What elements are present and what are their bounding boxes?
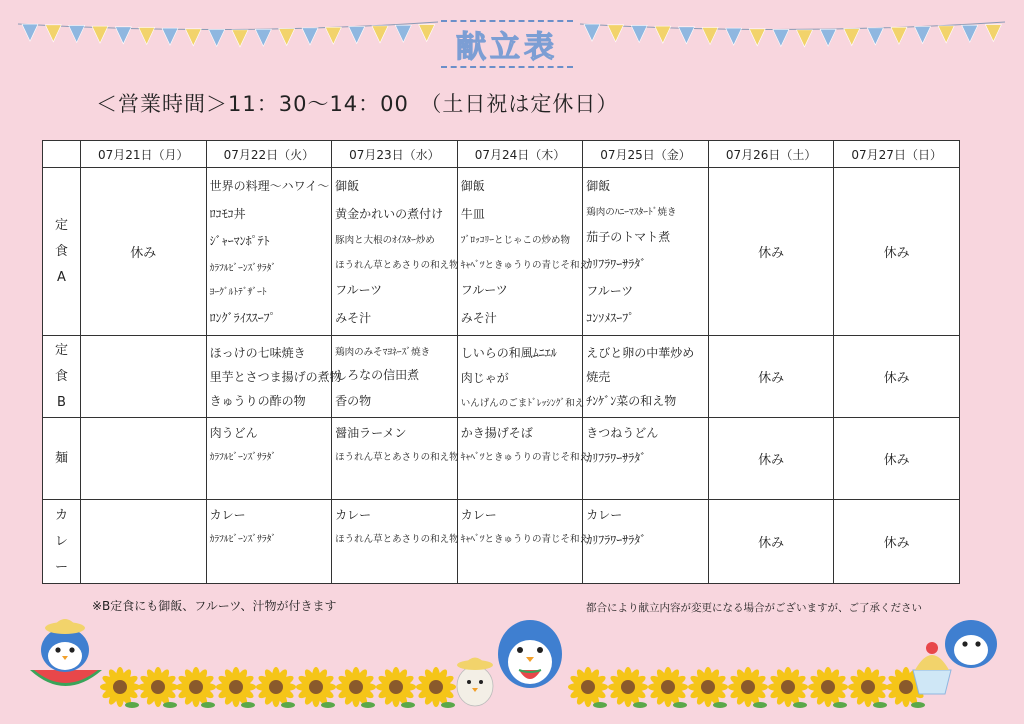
bunting-flag bbox=[22, 24, 38, 41]
bunting-right bbox=[580, 18, 1005, 58]
dish-item: みそ汁 bbox=[460, 310, 497, 325]
dish-item: ｶﾘﾌﾗﾜｰｻﾗﾀﾞ bbox=[586, 451, 647, 465]
cell-men-24 bbox=[457, 418, 589, 500]
bunting-flag bbox=[631, 25, 647, 42]
closed-cell: 休み bbox=[81, 168, 207, 336]
closed-cell: 休み bbox=[708, 418, 834, 500]
cell-curry-24 bbox=[457, 500, 589, 584]
bunting-flag bbox=[773, 29, 789, 46]
page-title: 献立表 bbox=[456, 30, 558, 65]
cell-men-22 bbox=[206, 418, 332, 500]
dish-item: 醤油ラーメン bbox=[335, 426, 407, 440]
cell-a-22 bbox=[206, 168, 332, 336]
sunflower-icon bbox=[808, 667, 848, 708]
category-label: 定 食 B bbox=[54, 342, 68, 410]
category-label: 麺 bbox=[54, 450, 68, 466]
row-teishoku-b bbox=[43, 336, 960, 418]
dish-item: フルーツ bbox=[335, 283, 383, 298]
dish-item: ﾌﾞﾛｯｺﾘｰとじゃこの炒め物 bbox=[460, 235, 570, 247]
penguin-mascot-icon bbox=[22, 610, 108, 690]
dish-item: ﾛｺﾓｺ丼 bbox=[209, 206, 246, 221]
dish-item: ｷｬﾍﾞﾂときゅうりの青じそ和え bbox=[460, 259, 589, 271]
closed-cell: 休み bbox=[834, 500, 960, 584]
cell-curry-22 bbox=[206, 500, 332, 584]
dish-item: きゅうりの酢の物 bbox=[209, 394, 306, 409]
sunflower-icon bbox=[376, 667, 416, 708]
bunting-flag bbox=[584, 24, 600, 41]
dish-item: 焼売 bbox=[586, 369, 611, 384]
dish-item: ｶﾗﾌﾙﾋﾞｰﾝｽﾞｻﾗﾀﾞ bbox=[209, 262, 277, 274]
dish-item: 肉うどん bbox=[209, 426, 258, 440]
bunting-flag bbox=[985, 25, 1001, 42]
menu-table bbox=[42, 140, 960, 584]
row-curry bbox=[43, 500, 960, 584]
cell-b-25 bbox=[583, 336, 709, 418]
dish-item: フルーツ bbox=[460, 283, 508, 298]
title-box bbox=[441, 20, 573, 68]
dish-item: ほうれん草とあさりの和え物 bbox=[335, 259, 459, 271]
dish-item: かき揚げそば bbox=[460, 426, 533, 440]
bunting-flag bbox=[395, 25, 411, 42]
corner-cell bbox=[43, 141, 81, 168]
bunting-flag bbox=[232, 30, 248, 47]
closed-cell: 休み bbox=[834, 168, 960, 336]
dish-item: 鶏肉のﾊﾆｰﾏｽﾀｰﾄﾞ焼き bbox=[586, 207, 677, 218]
dish-item: フルーツ bbox=[586, 284, 634, 298]
sunflower-icon bbox=[256, 667, 296, 708]
empty-cell bbox=[81, 500, 207, 584]
dish-item: えびと卵の中華炒め bbox=[586, 345, 695, 360]
category-curry bbox=[43, 500, 81, 584]
dish-item: 豚肉と大根のｵｲｽﾀｰ炒め bbox=[335, 235, 435, 247]
day-header: 07月25日（金） bbox=[583, 141, 709, 168]
bunting-flag bbox=[45, 25, 61, 42]
bunting-flag bbox=[726, 28, 742, 45]
sunflower-icon bbox=[568, 667, 608, 708]
bunting-flag bbox=[139, 27, 155, 44]
dish-item: 鶏肉のみそﾏﾖﾈｰｽﾞ焼き bbox=[335, 347, 431, 359]
sunflower-icon bbox=[336, 667, 376, 708]
bunting-flag bbox=[419, 25, 435, 42]
closed-cell: 休み bbox=[834, 418, 960, 500]
sunflower-icon bbox=[848, 667, 888, 708]
note-right: 都合により献立内容が変更になる場合がございますが、ご了承ください bbox=[586, 602, 922, 614]
category-label: 定 食 A bbox=[54, 217, 68, 285]
dish-item: 黄金かれいの煮付け bbox=[335, 206, 444, 221]
cell-b-22 bbox=[206, 336, 342, 418]
dish-item: ほうれん草とあさりの和え物 bbox=[335, 452, 459, 463]
closed-cell: 休み bbox=[708, 336, 834, 418]
dish-item: ｼﾞｬｰﾏﾝﾎﾟﾃﾄ bbox=[209, 234, 270, 249]
dish-item: 肉じゃが bbox=[460, 371, 509, 386]
dish-item: カレー bbox=[209, 508, 246, 522]
dish-item: カレー bbox=[586, 508, 623, 522]
day-header: 07月27日（日） bbox=[834, 141, 960, 168]
dish-item: ｶﾘﾌﾗﾜｰｻﾗﾀﾞ bbox=[586, 533, 647, 547]
bunting-flag bbox=[962, 25, 978, 42]
bunting-flag bbox=[608, 25, 624, 42]
sunflower-icon bbox=[688, 667, 728, 708]
dish-item: カレー bbox=[460, 508, 497, 522]
dish-item: ｷｬﾍﾞﾂときゅうりの青じそ和え bbox=[460, 534, 589, 545]
sunflower-icon bbox=[768, 667, 808, 708]
bunting-flag bbox=[325, 27, 341, 44]
bunting-flag bbox=[349, 27, 365, 44]
penguin-mascot-icon bbox=[905, 612, 1005, 702]
bunting-flag bbox=[749, 29, 765, 46]
bunting-flag bbox=[678, 27, 694, 44]
dish-item: ｶﾗﾌﾙﾋﾞｰﾝｽﾞｻﾗﾀﾞ bbox=[209, 452, 277, 463]
chick-mascot-icon bbox=[450, 648, 500, 710]
header-row bbox=[43, 141, 960, 168]
sunflower-icon bbox=[216, 667, 256, 708]
dish-item: しいらの和風ﾑﾆｴﾙ bbox=[460, 346, 557, 361]
category-teishoku-a bbox=[43, 168, 81, 336]
bunting-flag bbox=[185, 29, 201, 46]
dish-item: ﾖｰｸﾞﾙﾄﾃﾞｻﾞｰﾄ bbox=[209, 287, 267, 299]
cell-men-25 bbox=[583, 418, 709, 500]
dish-item: ﾁﾝｹﾞﾝ菜の和え物 bbox=[586, 394, 677, 409]
cell-b-24 bbox=[457, 336, 583, 418]
cell-curry-25 bbox=[583, 500, 709, 584]
dish-item: ほうれん草とあさりの和え物 bbox=[335, 534, 459, 545]
bunting-flag bbox=[372, 26, 388, 43]
cell-a-24 bbox=[457, 168, 589, 336]
bunting-flag bbox=[938, 26, 954, 43]
bunting-flag bbox=[915, 27, 931, 44]
penguin-mascot-icon bbox=[495, 612, 565, 692]
bunting-flag bbox=[797, 30, 813, 47]
cell-curry-23 bbox=[332, 500, 458, 584]
dish-item: 里芋とさつま揚げの煮物 bbox=[209, 369, 342, 384]
sunflower-icon bbox=[138, 667, 178, 708]
dish-item: ｷｬﾍﾞﾂときゅうりの青じそ和え bbox=[460, 452, 589, 463]
dish-item: ｶﾗﾌﾙﾋﾞｰﾝｽﾞｻﾗﾀﾞ bbox=[209, 534, 277, 545]
dish-item: ほっけの七味焼き bbox=[209, 345, 306, 360]
bunting-flag bbox=[92, 26, 108, 43]
dish-item: ｶﾘﾌﾗﾜｰｻﾗﾀﾞ bbox=[586, 257, 647, 271]
row-teishoku-a bbox=[43, 168, 960, 336]
dish-item: 茄子のトマト煮 bbox=[586, 230, 671, 244]
day-header: 07月21日（月） bbox=[81, 141, 207, 168]
day-header: 07月22日（火） bbox=[206, 141, 332, 168]
bunting-flag bbox=[891, 27, 907, 44]
dish-item: 御飯 bbox=[335, 179, 360, 194]
bunting-flag bbox=[115, 27, 131, 44]
dish-item: きつねうどん bbox=[586, 426, 659, 440]
dish-item: 御飯 bbox=[460, 179, 485, 194]
dish-item: みそ汁 bbox=[335, 310, 372, 325]
bunting-flag bbox=[844, 29, 860, 46]
sunflower-icon bbox=[728, 667, 768, 708]
sunflower-icon bbox=[296, 667, 336, 708]
sunflower-icon bbox=[608, 667, 648, 708]
bunting-flag bbox=[69, 25, 85, 42]
cell-a-23 bbox=[332, 168, 458, 336]
dish-item: しろなの信田煮 bbox=[335, 368, 420, 383]
category-men bbox=[43, 418, 81, 500]
dish-item: 香の物 bbox=[335, 393, 372, 408]
closed-cell: 休み bbox=[708, 500, 834, 584]
empty-cell bbox=[81, 336, 207, 418]
closed-cell: 休み bbox=[708, 168, 834, 336]
day-header: 07月26日（土） bbox=[708, 141, 834, 168]
cell-b-23 bbox=[332, 336, 458, 418]
dish-item: いんげんのごまﾄﾞﾚｯｼﾝｸﾞ和え bbox=[460, 397, 585, 409]
dish-item: カレー bbox=[335, 508, 372, 522]
closed-cell: 休み bbox=[834, 336, 960, 418]
bunting-flag bbox=[867, 28, 883, 45]
cell-a-25 bbox=[583, 168, 709, 336]
bunting-flag bbox=[702, 27, 718, 44]
dish-item: 世界の料理〜ハワイ〜 bbox=[209, 179, 330, 194]
day-header: 07月24日（木） bbox=[457, 141, 583, 168]
sunflower-icon bbox=[648, 667, 688, 708]
category-teishoku-b bbox=[43, 336, 81, 418]
bunting-flag bbox=[655, 26, 671, 43]
sunflower-icon bbox=[176, 667, 216, 708]
day-header: 07月23日（水） bbox=[332, 141, 458, 168]
dish-item: ﾛﾝｸﾞﾗｲｽｽｰﾌﾟ bbox=[209, 310, 276, 325]
dish-item: 御飯 bbox=[586, 179, 611, 193]
cell-men-23 bbox=[332, 418, 458, 500]
bunting-flag bbox=[279, 29, 295, 46]
bunting-flag bbox=[255, 29, 271, 46]
dish-item: ｺﾝｿﾒｽｰﾌﾟ bbox=[586, 311, 635, 325]
row-men bbox=[43, 418, 960, 500]
note-left: ※B定食にも御飯、フルーツ、汁物が付きます bbox=[92, 599, 337, 613]
bunting-flag bbox=[209, 29, 225, 46]
dish-item: 牛皿 bbox=[460, 206, 485, 221]
bunting-flag bbox=[820, 29, 836, 46]
category-label: カ レ ー bbox=[54, 507, 68, 575]
business-hours: ＜営業時間＞11：30〜14：00 （土日祝は定休日） bbox=[96, 92, 619, 116]
bunting-flag bbox=[302, 28, 318, 45]
empty-cell bbox=[81, 418, 207, 500]
bunting-left bbox=[18, 18, 438, 58]
bunting-flag bbox=[162, 28, 178, 45]
